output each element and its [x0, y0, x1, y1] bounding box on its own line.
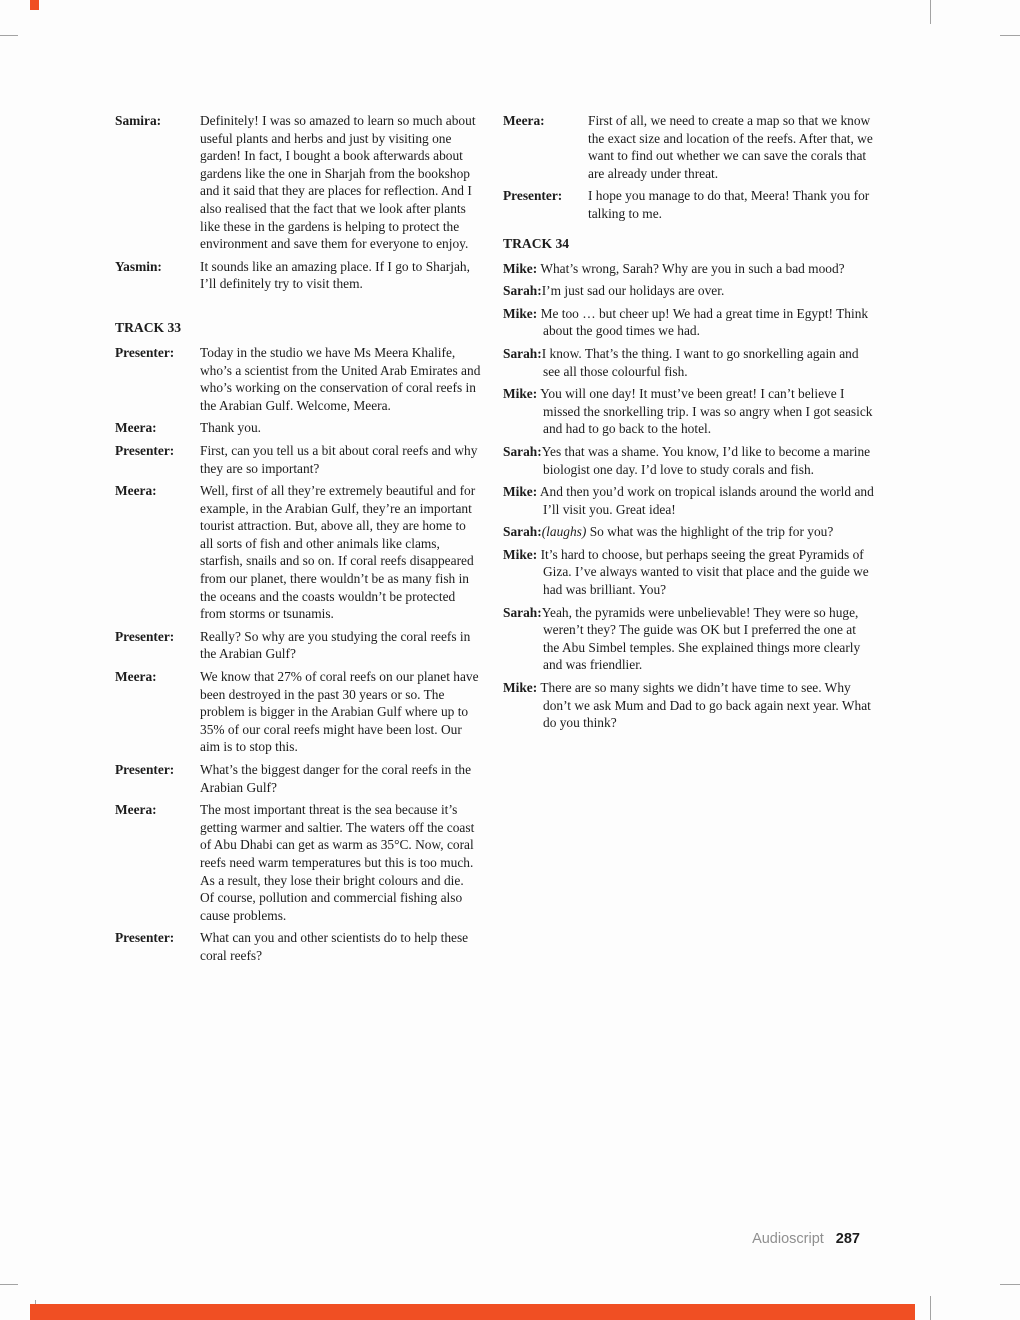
dialogue-entry: [115, 442, 481, 477]
accent-bottom-bar: [30, 1304, 915, 1320]
dialogue-entry: [115, 258, 481, 293]
left-column: [115, 112, 481, 970]
right-column: [503, 112, 875, 970]
speech-text: I hope you manage to do that, Meera! Thank you for talking to me.: [588, 188, 870, 221]
dialogue-entry: [115, 801, 481, 924]
script-columns: [115, 112, 875, 970]
dialogue-entry: Mike: You will one day! It must’ve been great! I can’t believe I missed the snorkelling trip. I was so angry when I got seasick and had to go back to the hotel.: [503, 386, 873, 437]
crop-mark: [1000, 35, 1020, 36]
dialogue-entry: [503, 187, 875, 222]
dialogue-entry: Mike: What’s wrong, Sarah? Why are you in such a bad mood?: [503, 260, 845, 276]
speaker-name: Presenter:: [115, 762, 175, 777]
speech-text: First, can you tell us a bit about coral reefs and why they are so important?: [200, 442, 478, 476]
speech-text: First of all, we need to create a map so that we know the exact size and location of the reefs. After that, we want to find out whether we can save the corals that are already under threat.: [588, 113, 873, 181]
speech-text: Well, first of all they’re extremely beautiful and for example, in the Arabian Gulf, they’re an important tourist attraction. But, above all, they are home to all sorts of fish and other animals like clams, starfish, snails and so on. If coral reefs disappeared from our planet, there wouldn’t be as many fish in the oceans and the coasts wouldn’t be protected from storms or tsunamis.: [200, 483, 476, 622]
speaker-name: Samira:: [115, 113, 162, 128]
speaker-name: Yasmin:: [115, 258, 162, 274]
speech-text: Really? So why are you studying the coral reefs in the Arabian Gulf?: [200, 628, 471, 662]
dialogue-entry: [115, 482, 481, 623]
speech-text: The most important threat is the sea because it’s getting warmer and saltier. The waters off the coast of Abu Dhabi can get as warm as 35°C. Now, coral reefs need warm temperatures but this is too much. As a result, they lose their bright colours and die. Of course, pollution and commercial fishing also cause problems.: [200, 802, 475, 923]
speech-text: Thank you.: [200, 420, 261, 436]
crop-mark: [1000, 1284, 1020, 1285]
speaker-name: Mike:: [503, 386, 538, 402]
dialogue-entry: Mike: There are so many sights we didn’t have time to see. Why don’t we ask Mum and Dad to go back again next year. What do you think?: [503, 680, 871, 731]
speaker-name: Meera:: [115, 483, 157, 499]
page-number: 287: [835, 1231, 860, 1247]
speaker-name: Mike:: [503, 260, 538, 276]
speech-text: Today in the studio we have Ms Meera Khalife, who’s a scientist from the United Arab Emirates and who’s working on the conservation of coral reefs in the Arabian Gulf. Welcome, Meera.: [200, 344, 481, 413]
page-footer: [0, 1231, 860, 1247]
speaker-name: Sarah:: [503, 345, 542, 361]
dialogue-entry: [115, 344, 481, 414]
dialogue-entry: [115, 668, 481, 756]
dialogue-entry: [115, 628, 481, 663]
speech-text: It sounds like an amazing place. If I go to Sharjah, I’ll definitely try to visit them.: [200, 258, 470, 292]
dialogue-entry: Sarah:I know. That’s the thing. I want to go snorkelling again and see all those colourful fish.: [503, 345, 859, 379]
footer-section-label: Audioscript: [752, 1231, 824, 1247]
speaker-name: Mike:: [503, 484, 538, 500]
speaker-name: Meera:: [115, 802, 157, 818]
speaker-name: Sarah:: [503, 283, 542, 299]
dialogue-entry: [115, 112, 481, 253]
speaker-name: Meera:: [503, 113, 545, 128]
dialogue-entry: Sarah:I’m just sad our holidays are over.: [503, 283, 725, 299]
speaker-name: Presenter:: [115, 628, 175, 644]
stage-direction: (laughs): [541, 524, 587, 540]
speaker-name: Presenter:: [503, 188, 563, 204]
speaker-name: Sarah:: [503, 604, 542, 620]
dialogue-entry: [115, 761, 481, 796]
dialogue-entry: Mike: Me too … but cheer up! We had a great time in Egypt! Think about the good times we had.: [503, 305, 869, 339]
speaker-name: Mike:: [503, 680, 538, 696]
speech-text: We know that 27% of coral reefs on our planet have been destroyed in the past 30 years or so. The problem is bigger in the Arabian Gulf where up to 35% of our coral reefs might have been lost. Our aim is to stop this.: [200, 669, 479, 755]
speech-text: What’s the biggest danger for the coral reefs in the Arabian Gulf?: [200, 762, 472, 795]
crop-mark: [930, 0, 931, 24]
speaker-name: Presenter:: [115, 442, 175, 458]
speech-text: Definitely! I was so amazed to learn so much about useful plants and herbs and just by visiting one garden! In fact, I bought a book afterwards about gardens like the one in Sharjah from the bookshop and it said that they are places for reflection. And I also realised that the fact that we look after plants like these in the gardens is helping to protect the environment and save them for everyone to enjoy.: [200, 113, 476, 252]
dialogue-entry: Mike: It’s hard to choose, but perhaps seeing the great Pyramids of Giza. I’ve always wanted to visit that place and the guide we had was brilliant. You?: [503, 546, 869, 598]
dialogue-entry: Sarah:(laughs) So what was the highlight of the trip for you?: [503, 524, 834, 540]
track-heading: TRACK 34: [503, 235, 570, 251]
dialogue-entry: [115, 419, 481, 437]
dialogue-entry: Mike: And then you’d work on tropical islands around the world and I’ll visit you. Great idea!: [503, 484, 874, 517]
speaker-name: Presenter:: [115, 930, 175, 946]
speech-text: What can you and other scientists do to help these coral reefs?: [200, 930, 469, 963]
speaker-name: Sarah:: [503, 524, 542, 540]
crop-mark: [0, 1284, 18, 1285]
speaker-name: Sarah:: [503, 443, 542, 459]
speaker-name: Presenter:: [115, 344, 175, 360]
crop-mark: [930, 1296, 931, 1320]
speaker-name: Meera:: [115, 669, 157, 685]
dialogue-entry: Sarah:Yes that was a shame. You know, I’d like to become a marine biologist one day. I’d love to study corals and fish.: [503, 443, 871, 477]
dialogue-entry: [115, 929, 481, 964]
speaker-name: Meera:: [115, 420, 157, 436]
speaker-name: Mike:: [503, 305, 538, 321]
dialogue-entry: Sarah:Yeah, the pyramids were unbelievable! They were so huge, weren’t they? The guide was OK but I preferred the one at the Abu Simbel temples. She explained things more clearly and was friendlier.: [503, 604, 861, 673]
dialogue-entry: [503, 112, 875, 182]
track-heading: TRACK 33: [115, 319, 182, 335]
accent-top-bar: [30, 0, 39, 10]
crop-mark: [0, 35, 18, 36]
speaker-name: Mike:: [503, 546, 538, 562]
